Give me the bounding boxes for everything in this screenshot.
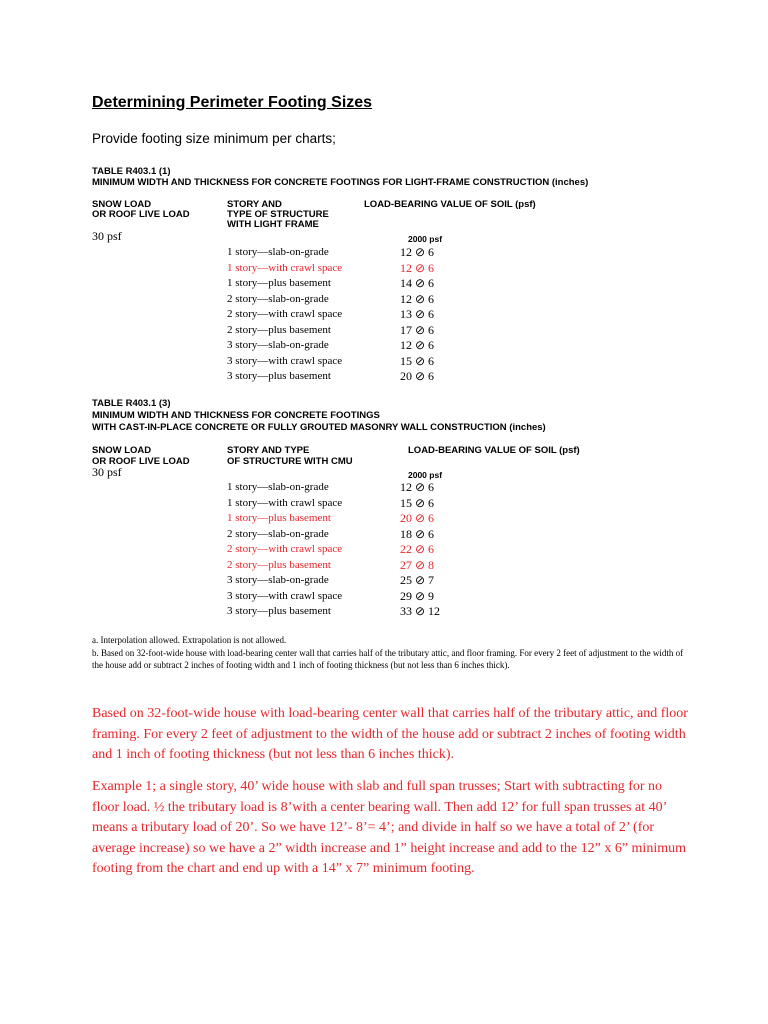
footing-size-cell: 20 ⊘ 6 <box>400 511 435 525</box>
header-snow-load: OR ROOF LIVE LOAD <box>92 209 190 220</box>
footing-size-cell: 14 ⊘ 6 <box>400 276 435 290</box>
story-type-cell: 2 story—with crawl space <box>227 543 343 555</box>
table-footnotes <box>92 634 692 672</box>
footing-size-cell: 12 ⊘ 6 <box>400 338 435 352</box>
footing-size-cell: 33 ⊘ 12 <box>400 604 441 618</box>
footing-size-cell: 18 ⊘ 6 <box>400 526 435 541</box>
header-snow-load: OR ROOF LIVE LOAD <box>92 456 190 467</box>
story-type-cell: 1 story—with crawl space <box>227 496 343 509</box>
load-value: 30 psf <box>92 465 122 479</box>
table-id: TABLE R403.1 (1) <box>92 166 171 177</box>
story-type-cell: 2 story—plus basement <box>227 558 331 571</box>
story-type-cell: 3 story—with crawl space <box>227 354 343 367</box>
story-type-cell: 1 story—slab-on-grade <box>227 246 329 258</box>
footing-size-cell: 12 ⊘ 6 <box>400 260 435 275</box>
story-type-cell: 1 story—plus basement <box>227 512 331 524</box>
header-snow-load: SNOW LOAD <box>92 199 152 210</box>
load-value: 30 psf <box>92 229 122 243</box>
header-story: OF STRUCTURE WITH CMU <box>227 456 353 467</box>
story-type-cell: 1 story—slab-on-grade <box>227 481 329 493</box>
footing-size-cell: 25 ⊘ 7 <box>400 573 435 587</box>
footing-size-cell: 17 ⊘ 6 <box>400 322 435 337</box>
explanation-paragraph: Based on 32-foot-wide house with load-bearing center wall that carries half of the tributary attic, and floor framing. For every 2 feet of adjustment to the width of the house add or subtract 2 inches of footing width and 1 inch of footing thickness (but not less than 6 inches thick). <box>92 706 688 762</box>
footing-size-cell: 15 ⊘ 6 <box>400 353 435 368</box>
table-caption: WITH CAST-IN-PLACE CONCRETE OR FULLY GROUTED MASONRY WALL CONSTRUCTION (inches) <box>92 422 546 433</box>
story-type-cell: 3 story—with crawl space <box>227 589 343 602</box>
header-soil-value: LOAD-BEARING VALUE OF SOIL (psf) <box>364 199 536 210</box>
footing-size-cell: 15 ⊘ 6 <box>400 495 435 510</box>
header-story: TYPE OF STRUCTURE <box>227 209 329 220</box>
story-type-cell: 2 story—with crawl space <box>227 308 343 320</box>
footing-size-cell: 22 ⊘ 6 <box>400 542 435 556</box>
footnote-a: a. Interpolation allowed. Extrapolation is not allowed. <box>92 635 287 645</box>
header-story: STORY AND <box>227 199 282 210</box>
header-story: WITH LIGHT FRAME <box>227 219 319 230</box>
table-caption: MINIMUM WIDTH AND THICKNESS FOR CONCRETE FOOTINGS FOR LIGHT-FRAME CONSTRUCTION (inches) <box>92 177 589 188</box>
footing-size-cell: 20 ⊘ 6 <box>400 369 435 383</box>
story-type-cell: 2 story—slab-on-grade <box>227 292 329 305</box>
table-id: TABLE R403.1 (3) <box>92 398 171 409</box>
header-snow-load: SNOW LOAD <box>92 445 152 456</box>
table-caption: MINIMUM WIDTH AND THICKNESS FOR CONCRETE FOOTINGS <box>92 410 380 421</box>
story-type-cell: 3 story—slab-on-grade <box>227 339 329 351</box>
story-type-cell: 3 story—plus basement <box>227 605 331 617</box>
story-type-cell: 2 story—plus basement <box>227 323 331 336</box>
header-story: STORY AND TYPE <box>227 445 310 456</box>
intro-text: Provide footing size minimum per charts; <box>92 131 336 146</box>
soil-value: 2000 psf <box>408 470 443 480</box>
example-paragraph: Example 1; a single story, 40’ wide house with slab and full span trusses; Start with subtracting for no floor load. ½ the tributary load is 8’with a center bearing wall. Then add 12’ for full span trusses at 40’ means a tributary load of 20’. So we have 12’- 8’= 4’; and divide in half so we have a total of 2’ (for average increase) so we have a 2” width increase and 1” height increase and add to the 12” x 6” minimum footing from the chart and end up with a 14” x 7” minimum footing. <box>92 779 686 876</box>
soil-value: 2000 psf <box>408 234 443 244</box>
page-title: Determining Perimeter Footing Sizes <box>92 94 373 111</box>
story-type-cell: 1 story—plus basement <box>227 277 331 289</box>
story-type-cell: 3 story—slab-on-grade <box>227 574 329 586</box>
story-type-cell: 1 story—with crawl space <box>227 261 343 274</box>
footing-size-cell: 12 ⊘ 6 <box>400 245 435 259</box>
footing-size-cell: 13 ⊘ 6 <box>400 307 435 321</box>
header-soil-value: LOAD-BEARING VALUE OF SOIL (psf) <box>408 445 580 456</box>
story-type-cell: 3 story—plus basement <box>227 370 331 382</box>
footnote-b: b. Based on 32-foot-wide house with load-bearing center wall that carries half of the tributary attic, and floor framing. For every 2 feet of adjustment to the width of the house add or subtract 2 inches of footing width and 1 inch of footing thickness (but not less than 6 inches thick). <box>92 647 684 670</box>
footing-size-cell: 12 ⊘ 6 <box>400 480 435 494</box>
footing-size-cell: 12 ⊘ 6 <box>400 291 435 306</box>
footing-size-cell: 29 ⊘ 9 <box>400 588 435 603</box>
footing-size-cell: 27 ⊘ 8 <box>400 557 435 572</box>
story-type-cell: 2 story—slab-on-grade <box>227 527 329 540</box>
